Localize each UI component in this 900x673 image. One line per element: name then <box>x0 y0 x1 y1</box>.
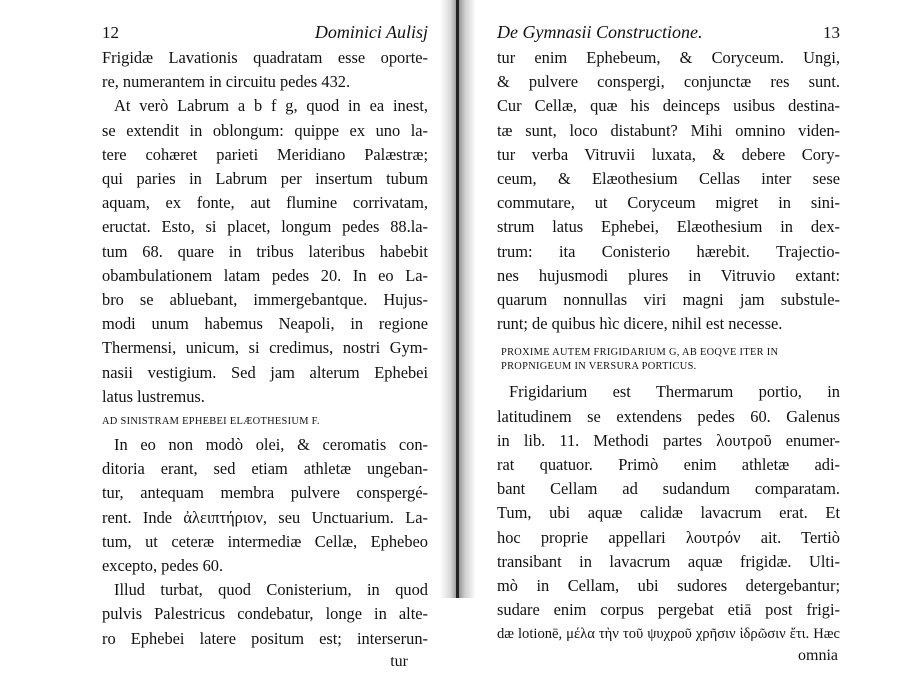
text-line: hoc proprie appellari λουτρόν ait. Tertiò <box>497 527 840 547</box>
text-line: bant Cellam ad sudandum comparatam. <box>497 479 840 499</box>
text-line: nasii vestigium. Sed jam alterum Ephebei <box>102 362 428 382</box>
catchword: omnia <box>798 646 838 664</box>
text-line: tur, antequam membra pulvere conspergé- <box>102 483 428 503</box>
right-running-header <box>497 22 840 44</box>
section-heading-line: PROXIME AUTEM FRIGIDARIUM G, AB EOQVE ITER IN <box>501 347 779 359</box>
text-line: dæ lotionē, μέλα τὴν τοῦ ψυχροῦ χρῆσιν ἱδρῶσιν ἔτι. Hæc <box>497 626 840 643</box>
text-line: tæ sunt, loco distabunt? Mihi omnino viden- <box>497 120 840 140</box>
text-line: sudare enim corpus pergebat etiā post frigi- <box>497 600 840 620</box>
left-running-head: Dominici Aulisj <box>314 22 428 42</box>
text-line: Cur Cellæ, quæ his deinceps usibus destina- <box>497 96 840 116</box>
text-line: rat quatuor. Primò enim athletæ adi- <box>497 455 840 475</box>
text-line: nes hujusmodi plures in Vitruvio extant: <box>497 265 840 285</box>
text-line: tum, ut ceteræ intermediæ Cellæ, Ephebeo <box>102 531 428 551</box>
text-line: re, numerantem in circuitu pedes 432. <box>102 72 351 92</box>
text-line: se extendit in oblongum: quippe ex uno la- <box>102 120 428 140</box>
text-line: aquam, ex fonte, aut flumine corrivatam, <box>102 193 428 213</box>
text-line: tum 68. quare in tribus lateribus habebit <box>102 241 428 261</box>
text-line: commutare, ut Coryceum migret in sini- <box>497 193 840 213</box>
left-page <box>0 0 442 670</box>
text-line: quarum nonnullas viri magni jam substule- <box>497 290 840 310</box>
section-heading: AD SINISTRAM EPHEBEI ELÆOTHESIUM F. <box>102 416 320 428</box>
section-heading-line: PROPNIGEUM IN VERSURA PORTICUS. <box>501 361 697 373</box>
text-line: runt; de quibus hìc dicere, nihil est necesse. <box>497 314 783 334</box>
right-page <box>475 0 900 664</box>
text-line: in lib. 11. Methodi partes λουτροῦ enumer- <box>497 430 840 450</box>
text-line: obambulationem latam pedes 20. In eo La- <box>102 265 428 285</box>
right-page-number: 13 <box>823 23 840 42</box>
text-line: strum latus Ephebei, Elæothesium in dex- <box>497 217 840 237</box>
text-line: At verò Labrum a b f g, quod in ea inest, <box>114 96 428 116</box>
text-line: modi unum habemus Neapoli, in regione <box>102 314 428 334</box>
text-line: tur enim Ephebeum, & Coryceum. Ungi, <box>497 48 840 67</box>
text-line: mò in Cellam, ubi sudores detergebantur; <box>497 576 840 596</box>
right-running-head: De Gymnasii Constructione. <box>497 22 703 42</box>
text-line: Thermensi, unicum, si credimus, nostri Gym- <box>102 338 428 358</box>
text-line: In eo non modò olei, & ceromatis con- <box>114 435 428 455</box>
text-line: & pulvere conspergi, conjunctæ res sunt. <box>497 72 840 92</box>
page-fold-line <box>456 0 459 598</box>
text-line: Frigidarium est Thermarum portio, in <box>509 382 840 402</box>
left-page-number: 12 <box>102 23 119 42</box>
catchword: tur <box>390 652 408 670</box>
text-line: eructat. Esto, si placet, longum pedes 88.la- <box>102 217 428 237</box>
section-heading <box>501 346 840 374</box>
text-line: latitudinem se extendens pedes 60. Galenus <box>497 406 840 426</box>
text-line: bro se abluebant, immergebantque. Hujus- <box>102 290 428 310</box>
text-line: trum: ita Conisterio hærebit. Trajectio- <box>497 241 840 261</box>
text-line: transibant in lavacrum aquæ frigidæ. Ulti- <box>497 551 840 571</box>
text-line: Illud turbat, quod Conisterium, in quod <box>114 580 428 600</box>
text-line: Tum, ubi aquæ calidæ lavacrum erat. Et <box>497 503 840 523</box>
text-line: Frigidæ Lavationis quadratam esse oporte- <box>102 48 428 67</box>
text-line: pulvis Palestricus condebatur, longe in alte- <box>102 604 428 624</box>
text-line: ro Ephebei latere positum est; interserun- <box>102 628 428 648</box>
text-line: excepto, pedes 60. <box>102 556 224 576</box>
text-line: rent. Inde ἀλειπτήριον, seu Unctuarium. La- <box>102 507 428 527</box>
text-line: tur verba Vitruvii luxata, & debere Cory- <box>497 144 840 164</box>
text-line: tere cohæret parieti Meridiano Palæstræ; <box>102 144 428 164</box>
left-running-header <box>102 22 428 44</box>
text-line: ceum, & Elæothesium Cellas inter sese <box>497 169 840 189</box>
text-line: qui paries in Labrum per insertum tubum <box>102 169 428 189</box>
text-line: latus lustremus. <box>102 386 205 406</box>
text-line: ditoria erant, sed etiam athletæ ungeban- <box>102 459 428 479</box>
